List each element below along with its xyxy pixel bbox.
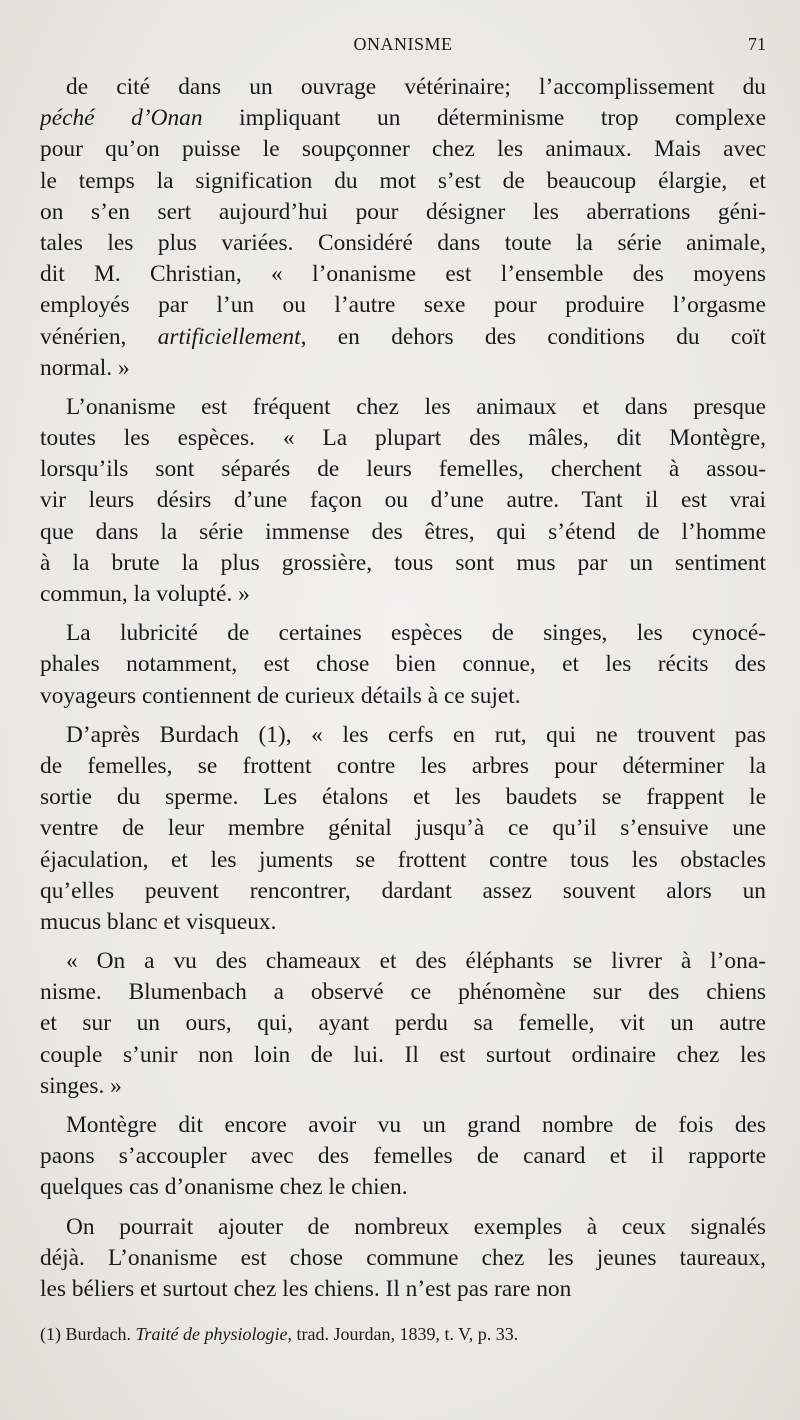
text-line: éjaculation, et les juments se frottent contre tous les obstacles bbox=[40, 846, 766, 873]
text-line: normal. » bbox=[40, 354, 130, 381]
text-line: lorsqu’ils sont séparés de leurs femelles, cherchent à assou- bbox=[40, 456, 766, 483]
paragraph bbox=[40, 392, 766, 610]
text-line: de cité dans un ouvrage vétérinaire; l’accomplissement du bbox=[66, 74, 766, 100]
paragraph bbox=[40, 1212, 766, 1306]
paragraph bbox=[40, 72, 766, 384]
text-line: à la brute la plus grossière, tous sont mus par un sentiment bbox=[40, 549, 766, 576]
text-line: L’onanisme est fréquent chez les animaux et dans presque bbox=[66, 393, 766, 420]
text-line: pour qu’on puisse le soupçonner chez les animaux. Mais avec bbox=[40, 136, 766, 163]
body-text bbox=[40, 72, 766, 1313]
running-head bbox=[40, 34, 766, 60]
text-line: commun, la volupté. » bbox=[40, 581, 250, 607]
text-line: vénérien, artificiellement, en dehors des conditions du coït bbox=[40, 323, 766, 350]
text-line: vir leurs désirs d’une façon ou d’une autre. Tant il est vrai bbox=[40, 487, 766, 514]
footnote-details: , trad. Jourdan, 1839, t. V, p. 33. bbox=[287, 1324, 519, 1344]
paragraph bbox=[40, 946, 766, 1102]
text-line: paons s’accoupler avec des femelles de canard et il rapporte bbox=[40, 1143, 766, 1170]
text-line: dit M. Christian, « l’onanisme est l’ensemble des moyens bbox=[40, 261, 766, 288]
italic-text: péché d’Onan bbox=[40, 105, 203, 132]
footnote bbox=[40, 1322, 766, 1346]
text-line: tales les plus variées. Considéré dans toute la série animale, bbox=[40, 229, 766, 256]
text-line: La lubricité de certaines espèces de singes, les cynocé- bbox=[66, 620, 766, 647]
footnote-author: Burdach. bbox=[65, 1324, 131, 1344]
text-line: On pourrait ajouter de nombreux exemples à ceux signalés bbox=[66, 1213, 766, 1240]
text-line: déjà. L’onanisme est chose commune chez les jeunes taureaux, bbox=[40, 1244, 766, 1271]
paragraph bbox=[40, 720, 766, 938]
text-line: « On a vu des chameaux et des éléphants se livrer à l’ona- bbox=[66, 948, 766, 975]
text-line: péché d’Onan impliquant un déterminisme trop complexe bbox=[40, 105, 766, 132]
text-line: quelques cas d’onanisme chez le chien. bbox=[40, 1174, 408, 1201]
italic-text: artificiellement bbox=[157, 323, 301, 350]
text-line: mucus blanc et visqueux. bbox=[40, 908, 277, 935]
footnote-marker: (1) bbox=[40, 1324, 61, 1344]
text-line: D’après Burdach (1), « les cerfs en rut, qui ne trouvent pas bbox=[66, 721, 766, 748]
text-line: le temps la signification du mot s’est de beaucoup élargie, et bbox=[40, 167, 766, 194]
text-line: que dans la série immense des êtres, qui s’étend de l’homme bbox=[40, 518, 766, 545]
text-line: de femelles, se frottent contre les arbres pour déterminer la bbox=[40, 752, 766, 779]
paragraph bbox=[40, 1110, 766, 1204]
text-line: Montègre dit encore avoir vu un grand nombre de fois des bbox=[66, 1112, 766, 1138]
text-line: ventre de leur membre génital jusqu’à ce qu’il s’ensuive une bbox=[40, 815, 766, 842]
text-line: singes. » bbox=[40, 1072, 122, 1099]
text-line: voyageurs contiennent de curieux détails à ce sujet. bbox=[40, 682, 521, 709]
text-line: on s’en sert aujourd’hui pour désigner les aberrations géni- bbox=[40, 198, 766, 225]
text-line: employés par l’un ou l’autre sexe pour produire l’orgasme bbox=[40, 292, 766, 319]
text-line: et sur un ours, qui, ayant perdu sa femelle, vit un autre bbox=[40, 1010, 766, 1037]
paragraph bbox=[40, 618, 766, 712]
text-line: sortie du sperme. Les étalons et les baudets se frappent le bbox=[40, 784, 766, 811]
running-head-title: ONANISME bbox=[353, 34, 453, 54]
footnote-title: Traité de physiologie bbox=[135, 1324, 288, 1344]
page-number: 71 bbox=[748, 34, 766, 54]
text-line: couple s’unir non loin de lui. Il est surtout ordinaire chez les bbox=[40, 1041, 766, 1068]
text-line: qu’elles peuvent rencontrer, dardant assez souvent alors un bbox=[40, 877, 766, 904]
text-line: phales notamment, est chose bien connue, et les récits des bbox=[40, 651, 766, 678]
text-line: nisme. Blumenbach a observé ce phénomène sur des chiens bbox=[40, 979, 766, 1006]
text-line: toutes les espèces. « La plupart des mâles, dit Montègre, bbox=[40, 425, 766, 452]
text-line: les béliers et surtout chez les chiens. Il n’est pas rare non bbox=[40, 1275, 572, 1302]
